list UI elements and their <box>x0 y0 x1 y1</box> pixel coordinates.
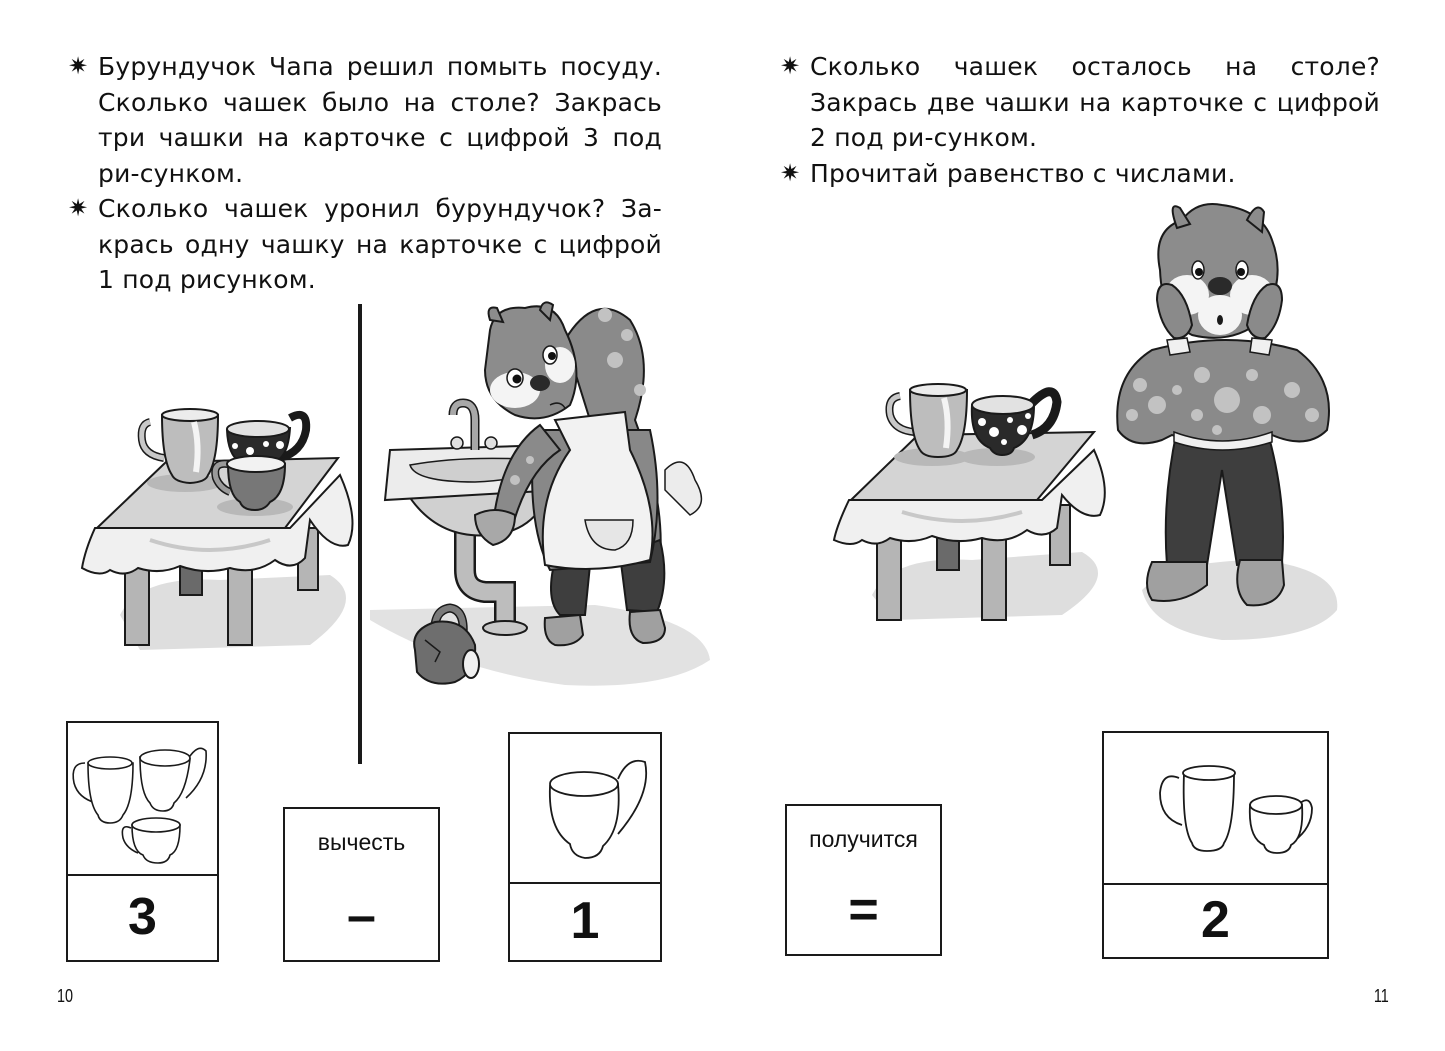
instruction-text: Бурундучок Чапа решил помыть посуду. Сколько чашек было на столе? Закрась три чашки на карточке с цифрой 3 под ри-сунком. <box>98 52 662 188</box>
operator-card-equals <box>785 804 942 956</box>
star-bullet-icon: ✷ <box>780 158 801 187</box>
chipmunk-at-sink-illustration <box>365 300 740 700</box>
equals-sign: = <box>848 881 879 939</box>
two-cups-outline-icon <box>1104 733 1327 881</box>
page-number: 10 <box>57 986 74 1006</box>
card-picture-area <box>68 723 217 876</box>
right-page <box>722 0 1445 1051</box>
left-instructions <box>68 49 662 298</box>
one-cup-outline-icon <box>510 734 660 880</box>
instruction-text: Сколько чашек осталось на столе? Закрась две чашки на карточке с цифрой 2 под ри-сунком. <box>810 52 1380 152</box>
operator-word: получится <box>809 826 918 852</box>
instruction-text: Прочитай равенство с числами. <box>810 158 1236 188</box>
instruction-item <box>68 191 662 298</box>
page-number: 11 <box>1373 986 1389 1006</box>
star-bullet-icon: ✷ <box>68 52 89 80</box>
number-card-one <box>508 732 662 962</box>
number-card-two <box>1102 731 1329 959</box>
instruction-text: Сколько чашек уронил бурундучок? За-крась одну чашку на карточке с цифрой 1 под рисунком. <box>98 194 662 294</box>
instruction-item <box>780 156 1380 192</box>
right-instructions <box>780 49 1380 191</box>
page-section-divider <box>358 304 362 764</box>
left-page <box>0 0 722 1051</box>
surprised-chipmunk-illustration <box>1112 200 1352 660</box>
star-bullet-icon: ✷ <box>68 194 89 222</box>
card-picture-area <box>1104 733 1327 885</box>
card-picture-area <box>510 734 660 884</box>
card-number: 2 <box>1201 891 1230 949</box>
card-number: 3 <box>128 888 157 946</box>
three-cups-outline-icon <box>68 723 217 872</box>
instruction-item <box>780 49 1380 156</box>
table-with-two-cups-illustration <box>832 380 1122 630</box>
card-number: 1 <box>570 892 600 950</box>
operator-word: вычесть <box>317 829 406 855</box>
star-bullet-icon: ✷ <box>780 52 801 80</box>
instruction-item <box>68 49 662 191</box>
table-with-three-cups-illustration <box>80 400 370 660</box>
minus-sign: – <box>347 887 376 945</box>
operator-card-minus <box>283 807 440 962</box>
number-card-three <box>66 721 219 962</box>
